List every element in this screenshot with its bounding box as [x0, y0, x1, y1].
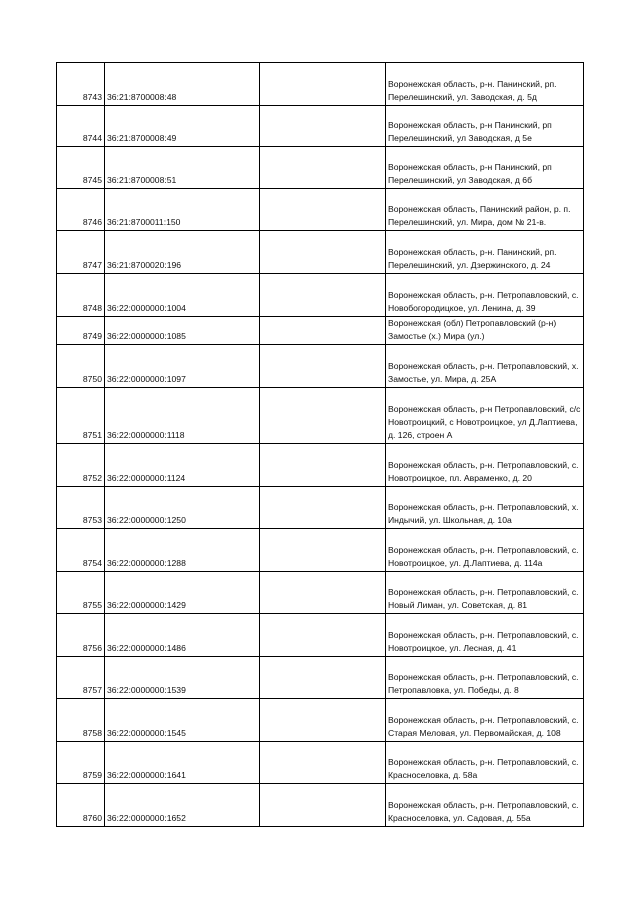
cadastral-number: 36:22:0000000:1004	[105, 274, 260, 317]
empty-cell	[260, 274, 386, 317]
row-number: 8745	[57, 147, 105, 189]
empty-cell	[260, 317, 386, 345]
address-cell: Воронежская область, р-н. Панинский, рп. Перелешинский, ул. Заводская, д. 5д	[386, 63, 584, 106]
empty-cell	[260, 742, 386, 784]
cadastral-number: 36:22:0000000:1429	[105, 572, 260, 614]
table-row	[57, 657, 584, 699]
row-number: 8760	[57, 784, 105, 827]
address-cell: Воронежская область, р-н. Петропавловский, с. Новотроицкое, пл. Авраменко, д. 20	[386, 444, 584, 487]
row-number: 8750	[57, 345, 105, 388]
cadastral-number: 36:22:0000000:1085	[105, 317, 260, 345]
row-number: 8747	[57, 231, 105, 274]
table-row	[57, 699, 584, 742]
empty-cell	[260, 388, 386, 444]
row-number: 8759	[57, 742, 105, 784]
cadastral-number: 36:22:0000000:1545	[105, 699, 260, 742]
empty-cell	[260, 529, 386, 572]
table-row	[57, 487, 584, 529]
table-row	[57, 317, 584, 345]
cadastral-number: 36:21:8700020:196	[105, 231, 260, 274]
empty-cell	[260, 345, 386, 388]
row-number: 8758	[57, 699, 105, 742]
registry-table-body	[57, 63, 584, 827]
empty-cell	[260, 657, 386, 699]
address-cell: Воронежская область, р-н. Петропавловский, с. Старая Меловая, ул. Первомайская, д. 108	[386, 699, 584, 742]
row-number: 8748	[57, 274, 105, 317]
row-number: 8746	[57, 189, 105, 231]
table-row	[57, 106, 584, 147]
cadastral-number: 36:21:8700008:48	[105, 63, 260, 106]
empty-cell	[260, 231, 386, 274]
cadastral-number: 36:21:8700008:49	[105, 106, 260, 147]
cadastral-number: 36:22:0000000:1118	[105, 388, 260, 444]
row-number: 8743	[57, 63, 105, 106]
table-row	[57, 189, 584, 231]
address-cell: Воронежская область, р-н Петропавловский, с/с Новотроицкий, с Новотроицкое, ул Д.Лаптиева, д. 126, строен А	[386, 388, 584, 444]
address-cell: Воронежская область, р-н. Петропавловский, с. Петропавловка, ул. Победы, д. 8	[386, 657, 584, 699]
row-number: 8753	[57, 487, 105, 529]
table-row	[57, 529, 584, 572]
address-cell: Воронежская область, р-н. Петропавловский, с. Новый Лиман, ул. Советская, д. 81	[386, 572, 584, 614]
table-row	[57, 742, 584, 784]
empty-cell	[260, 63, 386, 106]
table-row	[57, 147, 584, 189]
cadastral-number: 36:22:0000000:1652	[105, 784, 260, 827]
address-cell: Воронежская область, р-н Панинский, рп Перелешинский, ул Заводская, д 5е	[386, 106, 584, 147]
empty-cell	[260, 106, 386, 147]
empty-cell	[260, 444, 386, 487]
address-cell: Воронежская область, р-н. Петропавловский, с. Новотроицкое, ул. Лесная, д. 41	[386, 614, 584, 657]
row-number: 8749	[57, 317, 105, 345]
table-row	[57, 274, 584, 317]
empty-cell	[260, 147, 386, 189]
cadastral-number: 36:22:0000000:1288	[105, 529, 260, 572]
empty-cell	[260, 189, 386, 231]
address-cell: Воронежская область, р-н. Петропавловский, с. Новотроицкое, ул. Д.Лаптиева, д. 114а	[386, 529, 584, 572]
cadastral-number: 36:22:0000000:1250	[105, 487, 260, 529]
empty-cell	[260, 784, 386, 827]
address-cell: Воронежская область, р-н. Петропавловский, с. Новобогородицкое, ул. Ленина, д. 39	[386, 274, 584, 317]
address-cell: Воронежская (обл) Петропавловский (р-н) Замостье (х.) Мира (ул.)	[386, 317, 584, 345]
empty-cell	[260, 487, 386, 529]
row-number: 8755	[57, 572, 105, 614]
row-number: 8751	[57, 388, 105, 444]
table-row	[57, 231, 584, 274]
address-cell: Воронежская область, р-н. Петропавловский, с. Красноселовка, д. 58а	[386, 742, 584, 784]
registry-table	[56, 62, 584, 827]
address-cell: Воронежская область, р-н. Петропавловский, с. Красноселовка, ул. Садовая, д. 55а	[386, 784, 584, 827]
table-row	[57, 784, 584, 827]
address-cell: Воронежская область, р-н. Петропавловский, х. Замостье, ул. Мира, д. 25А	[386, 345, 584, 388]
row-number: 8744	[57, 106, 105, 147]
cadastral-number: 36:21:8700011:150	[105, 189, 260, 231]
row-number: 8757	[57, 657, 105, 699]
empty-cell	[260, 699, 386, 742]
empty-cell	[260, 572, 386, 614]
address-cell: Воронежская область, р-н. Панинский, рп. Перелешинский, ул. Дзержинского, д. 24	[386, 231, 584, 274]
cadastral-number: 36:22:0000000:1124	[105, 444, 260, 487]
cadastral-number: 36:22:0000000:1641	[105, 742, 260, 784]
row-number: 8754	[57, 529, 105, 572]
address-cell: Воронежская область, Панинский район, р. п. Перелешинский, ул. Мира, дом № 21-в.	[386, 189, 584, 231]
table-row	[57, 388, 584, 444]
address-cell: Воронежская область, р-н. Петропавловский, х. Индычий, ул. Школьная, д. 10а	[386, 487, 584, 529]
table-row	[57, 614, 584, 657]
cadastral-number: 36:22:0000000:1097	[105, 345, 260, 388]
address-cell: Воронежская область, р-н Панинский, рп Перелешинский, ул Заводская, д 6б	[386, 147, 584, 189]
table-row	[57, 63, 584, 106]
cadastral-number: 36:22:0000000:1486	[105, 614, 260, 657]
cadastral-number: 36:21:8700008:51	[105, 147, 260, 189]
table-row	[57, 572, 584, 614]
table-row	[57, 444, 584, 487]
row-number: 8756	[57, 614, 105, 657]
table-row	[57, 345, 584, 388]
row-number: 8752	[57, 444, 105, 487]
cadastral-number: 36:22:0000000:1539	[105, 657, 260, 699]
empty-cell	[260, 614, 386, 657]
